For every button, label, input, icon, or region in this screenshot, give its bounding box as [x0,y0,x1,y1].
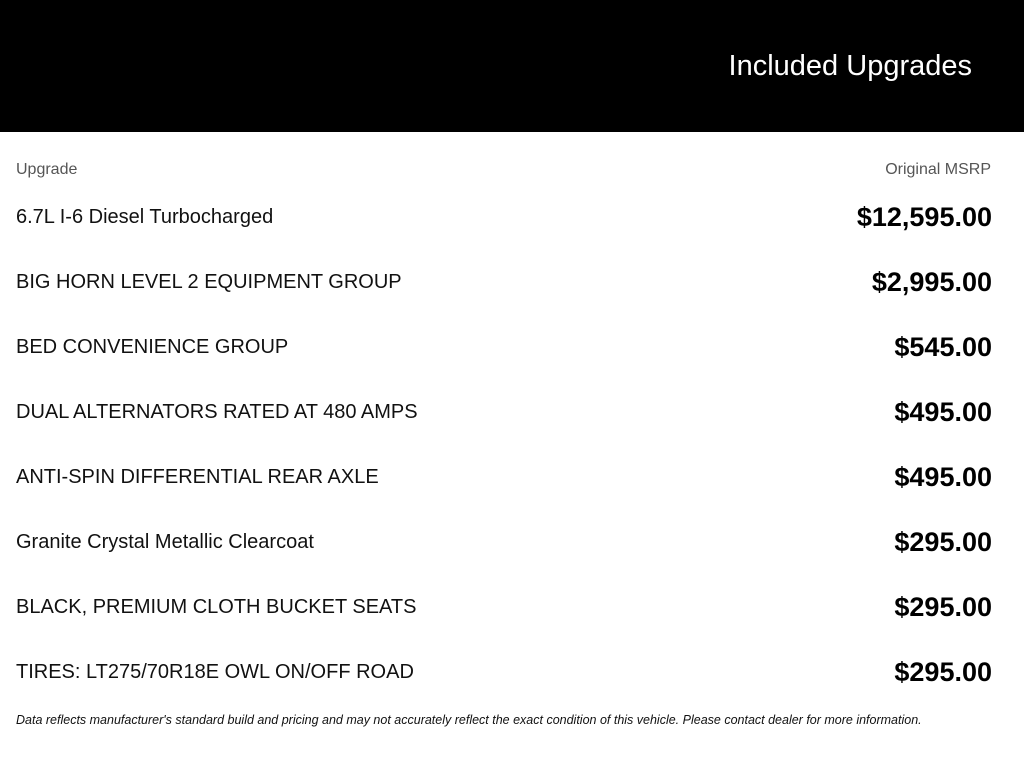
upgrade-price: $545.00 [894,332,992,362]
upgrade-price: $295.00 [894,657,992,687]
upgrade-row [16,640,992,705]
disclaimer-text: Data reflects manufacturer's standard build and pricing and may not accurately reflect the exact condition of this vehicle. Please contact dealer for more information. [16,713,922,727]
upgrade-row [16,445,992,510]
upgrade-name: TIRES: LT275/70R18E OWL ON/OFF ROAD [16,661,414,683]
upgrade-name: 6.7L I-6 Diesel Turbocharged [16,206,274,228]
upgrade-price: $2,995.00 [871,267,992,297]
page-title: Included Upgrades [728,50,972,82]
upgrade-price: $495.00 [894,462,992,492]
upgrade-price: $295.00 [894,592,992,622]
upgrade-name: DUAL ALTERNATORS RATED AT 480 AMPS [16,401,418,423]
upgrade-row [16,250,992,315]
column-header-msrp: Original MSRP [885,161,991,178]
column-header-upgrade: Upgrade [16,161,78,178]
upgrade-price: $495.00 [894,397,992,427]
column-headers [16,160,991,180]
upgrade-row [16,510,992,575]
header-bar [0,0,1024,132]
upgrade-name: BED CONVENIENCE GROUP [16,336,289,358]
upgrade-row [16,575,992,640]
upgrade-row [16,380,992,445]
upgrade-name: ANTI-SPIN DIFFERENTIAL REAR AXLE [16,466,379,488]
upgrade-row [16,185,992,250]
upgrade-row [16,315,992,380]
upgrade-name: BLACK, PREMIUM CLOTH BUCKET SEATS [16,596,417,618]
upgrade-price: $12,595.00 [856,202,992,232]
upgrades-list [16,185,992,705]
upgrade-name: Granite Crystal Metallic Clearcoat [16,531,314,553]
upgrade-name: BIG HORN LEVEL 2 EQUIPMENT GROUP [16,271,402,293]
upgrade-price: $295.00 [894,527,992,557]
